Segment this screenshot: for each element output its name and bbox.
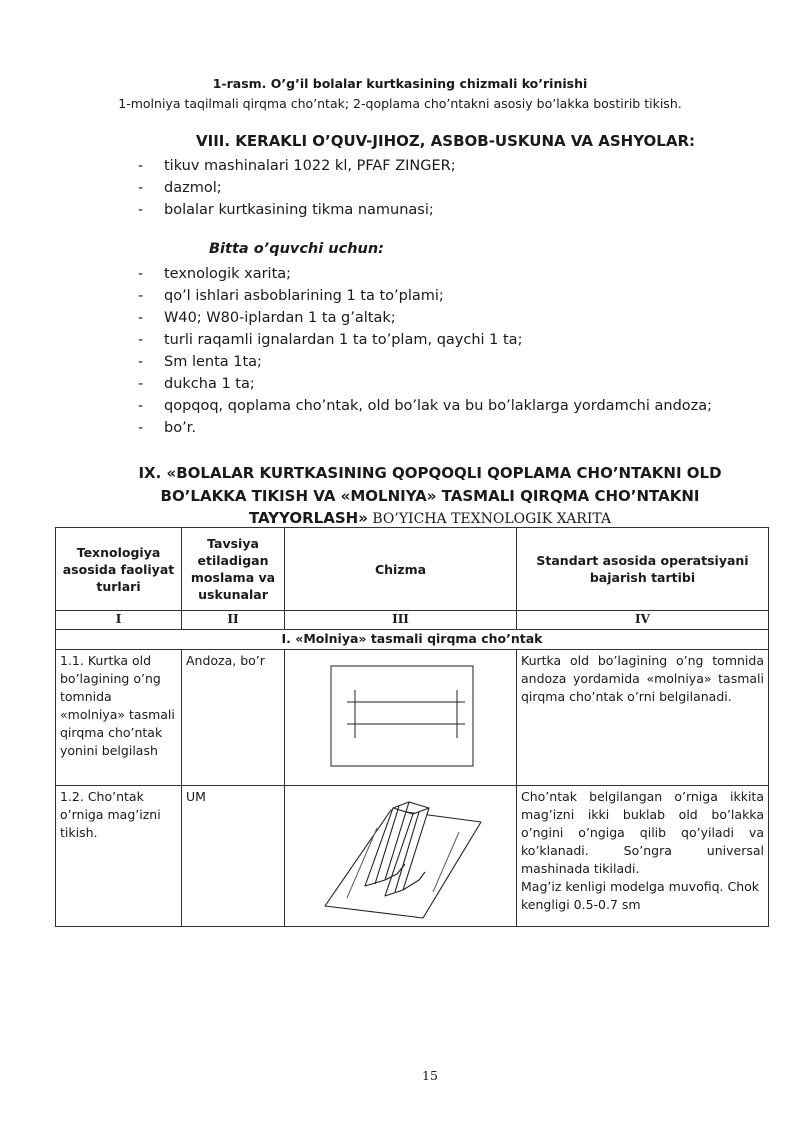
tools-cell: UM [182, 786, 285, 927]
list-item: - turli raqamli ignalardan 1 ta to’plam, qaychi 1 ta; [138, 332, 523, 348]
column-number: III [285, 611, 517, 630]
list-item: - texnologik xarita; [138, 266, 292, 282]
column-number: IV [517, 611, 769, 630]
section-title-row [56, 630, 769, 650]
list-item: - tikuv mashinalari 1022 kl, PFAF ZINGER; [138, 158, 456, 174]
list-item: - dukcha 1 ta; [138, 376, 255, 392]
column-number: I [56, 611, 182, 630]
pocket-marking-drawing [289, 652, 519, 783]
procedure-text: Cho’ntak belgilangan o’rniga ikkita mag’izni ikki buklab old bo’lakka o’ngini o’ngiga qilib qo’yiladi va ko’klanadi. So’ngra universal mashinada tikiladi. [521, 789, 764, 876]
list-item: - bolalar kurtkasining tikma namunasi; [138, 202, 434, 218]
student-supplies-list [138, 263, 712, 439]
header-activity: Texnologiya asosida faoliyat turlari [56, 528, 182, 611]
list-item: - bo’r. [138, 420, 196, 436]
section-8-heading: VIII. KERAKLI O’QUV-JIHOZ, ASBOB-USKUNA VA ASHYOLAR: [196, 132, 696, 150]
list-item: - qo’l ishlari asboblarining 1 ta to’plami; [138, 288, 444, 304]
header-drawing: Chizma [285, 528, 517, 611]
technology-map-table [55, 527, 769, 927]
drawing-cell [285, 786, 517, 927]
header-procedure: Standart asosida operatsiyani bajarish tartibi [517, 528, 769, 611]
figure-subtitle: 1-molniya taqilmali qirqma cho’ntak; 2-qoplama cho’ntakni asosiy bo’lakka bostirib tikish. [118, 96, 682, 111]
roman-numeral-row [56, 611, 769, 630]
page-number: 15 [422, 1068, 438, 1083]
tools-cell: Andoza, bo’r [182, 650, 285, 786]
list-item: - W40; W80-iplardan 1 ta g’altak; [138, 310, 396, 326]
student-heading: Bitta o’quvchi uchun: [209, 241, 384, 257]
welt-sewing-drawing [289, 788, 519, 924]
figure-title: 1-rasm. O’g’il bolalar kurtkasining chizmali ko’rinishi [212, 76, 588, 91]
procedure-note: Mag’iz kenligi modelga muvofiq. Chok kengligi 0.5-0.7 sm [521, 879, 760, 912]
table-row [56, 650, 769, 786]
table-row [56, 786, 769, 927]
step-cell: 1.1. Kurtka old bo’lagining o’ng tomnida «molniya» tasmali qirqma cho’ntak yonini belgilash [56, 650, 182, 786]
section-9-line-3: TAYYORLASH» BO’YICHA TEXNOLOGIK XARITA [248, 509, 612, 527]
procedure-cell [517, 786, 769, 927]
section-title: I. «Molniya» tasmali qirqma cho’ntak [56, 630, 769, 650]
step-cell: 1.2. Cho’ntak o’rniga mag’izni tikish. [56, 786, 182, 927]
list-item: - dazmol; [138, 180, 222, 196]
list-item: - qopqoq, qoplama cho’ntak, old bo’lak va bu bo’laklarga yordamchi andoza; [138, 398, 713, 414]
section-9-line-1: IX. «BOLALAR KURTKASINING QOPQOQLI QOPLAMA CHO’NTAKNI OLD [138, 464, 722, 482]
drawing-cell [285, 650, 517, 786]
section-9-line-2: BO’LAKKA TIKISH VA «MOLNIYA» TASMALI QIRQMA CHO’NTAKNI [160, 486, 700, 505]
equipment-list [138, 155, 456, 221]
section-9-heading [0, 462, 800, 531]
column-number: II [182, 611, 285, 630]
header-tools: Tavsiya etiladigan moslama va uskunalar [182, 528, 285, 611]
list-item: - Sm lenta 1ta; [138, 354, 262, 370]
procedure-cell: Kurtka old bo’lagining o’ng tomnida andoza yordamida «molniya» tasmali qirqma cho’ntak o’rni belgilanadi. [517, 650, 769, 786]
table-header-row [56, 528, 769, 611]
